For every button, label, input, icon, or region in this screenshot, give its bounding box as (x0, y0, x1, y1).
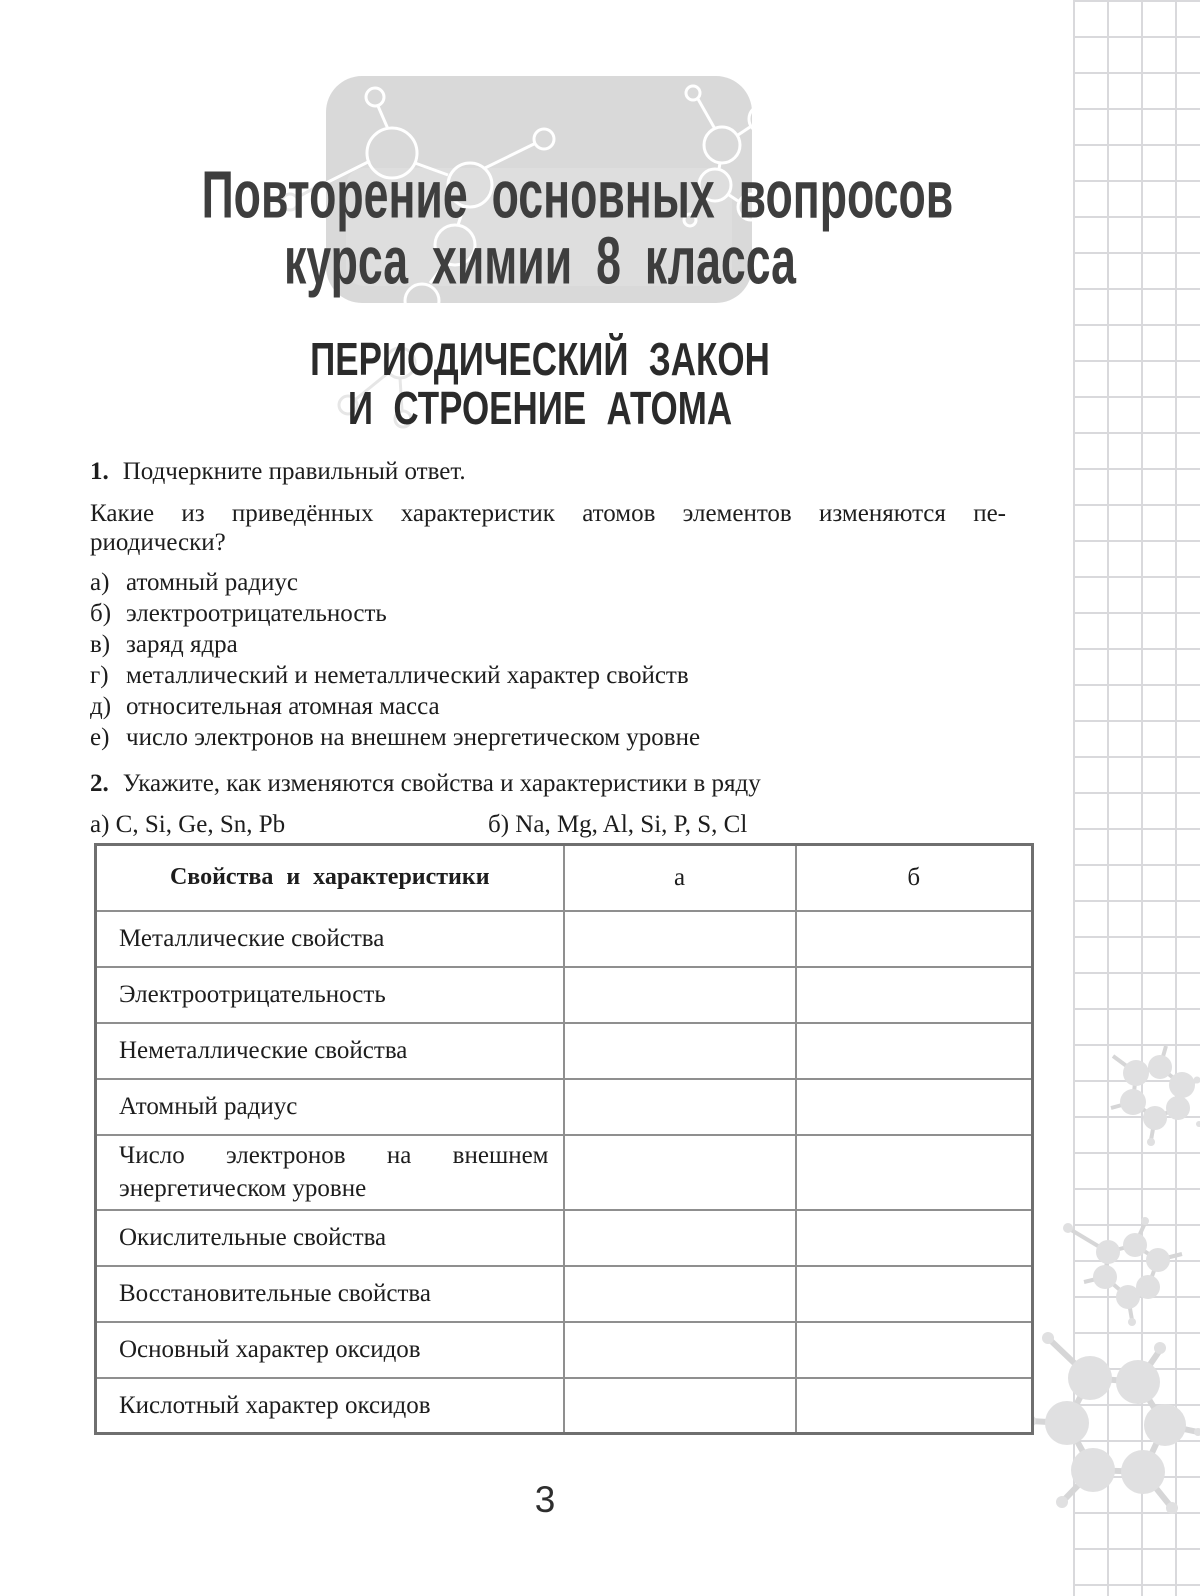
section-heading-line2: И СТРОЕНИЕ АТОМА (347, 382, 733, 434)
question1-text-line1: Какие из приведённых характеристик атомов элементов изменяются пе- (90, 500, 1006, 527)
table-row (96, 1023, 1033, 1079)
answer-cell (796, 1135, 1033, 1210)
table-row (96, 1079, 1033, 1135)
answer-cell (564, 911, 796, 967)
table-row (96, 1378, 1033, 1434)
answer-cell (564, 967, 796, 1023)
question1-prompt (90, 457, 466, 487)
chapter-title-line1: Повторение основных вопросов (201, 158, 954, 233)
table-row (96, 911, 1033, 967)
properties-table (94, 843, 1034, 1435)
row-label: Восстановительные свойства (96, 1266, 564, 1322)
question1-option-list (90, 567, 1010, 753)
series-b: б) Na, Mg, Al, Si, P, S, Cl (488, 811, 748, 838)
table-row (96, 967, 1033, 1023)
option-a (90, 567, 1010, 598)
answer-cell (796, 1079, 1033, 1135)
question2-prompt-text: Укажите, как изменяются свойства и характеристики в ряду (122, 770, 761, 797)
question1-prompt-text: Подчеркните правильный ответ. (122, 458, 466, 485)
answer-cell (796, 1023, 1033, 1079)
answer-cell (564, 1135, 796, 1210)
answer-cell (564, 1378, 796, 1434)
option-d (90, 691, 1010, 722)
table-row (96, 1135, 1033, 1210)
answer-cell (796, 967, 1033, 1023)
header-column-a: а (564, 845, 796, 911)
answer-cell (564, 1079, 796, 1135)
option-g-text: металлический и неметаллический характер свойств (126, 662, 689, 689)
row-label: Атомный радиус (96, 1079, 564, 1135)
option-g-marker: г) (90, 662, 109, 689)
table-header-row (96, 845, 1033, 911)
row-label: Неметаллические свойства (96, 1023, 564, 1079)
option-b-text: электроотрицательность (126, 600, 387, 627)
question2-prompt (90, 769, 761, 799)
option-b-marker: б) (90, 600, 112, 627)
answer-cell (564, 1322, 796, 1378)
answer-cell (564, 1210, 796, 1266)
answer-cell (796, 1378, 1033, 1434)
option-e (90, 722, 1010, 753)
section-heading-line1: ПЕРИОДИЧЕСКИЙ ЗАКОН (310, 333, 770, 385)
header-properties: Свойства и характеристики (96, 845, 564, 911)
question1-text-line2: риодически? (90, 529, 226, 556)
option-b (90, 598, 1010, 629)
answer-cell (796, 1322, 1033, 1378)
option-e-marker: е) (90, 724, 110, 751)
option-a-text: атомный радиус (126, 569, 298, 596)
chapter-title-line2: курса химии 8 класса (284, 224, 796, 299)
option-e-text: число электронов на внешнем энергетическом уровне (126, 724, 701, 751)
option-g (90, 660, 1010, 691)
row-label: Основный характер оксидов (96, 1322, 564, 1378)
header-column-b: б (796, 845, 1033, 911)
answer-cell (796, 1266, 1033, 1322)
question2-number: 2. (90, 770, 109, 797)
row-label: Окислительные свойства (96, 1210, 564, 1266)
series-a: а) C, Si, Ge, Sn, Pb (90, 811, 286, 838)
option-v-text: заряд ядра (126, 631, 238, 658)
option-d-text: относительная атомная масса (126, 693, 440, 720)
option-v-marker: в) (90, 631, 111, 658)
page-number: 3 (534, 1479, 556, 1520)
option-d-marker: д) (90, 693, 112, 720)
answer-cell (564, 1023, 796, 1079)
answer-cell (796, 911, 1033, 967)
row-label: Число электронов на внешнем энергетическом уровне (96, 1135, 564, 1210)
row-label: Металлические свойства (96, 911, 564, 967)
table-row (96, 1210, 1033, 1266)
option-a-marker: а) (90, 569, 110, 596)
answer-cell (796, 1210, 1033, 1266)
option-v (90, 629, 1010, 660)
question1-number: 1. (90, 458, 109, 485)
row-label: Кислотный характер оксидов (96, 1378, 564, 1434)
table-row (96, 1266, 1033, 1322)
row-label: Электроотрицательность (96, 967, 564, 1023)
answer-cell (564, 1266, 796, 1322)
table-row (96, 1322, 1033, 1378)
